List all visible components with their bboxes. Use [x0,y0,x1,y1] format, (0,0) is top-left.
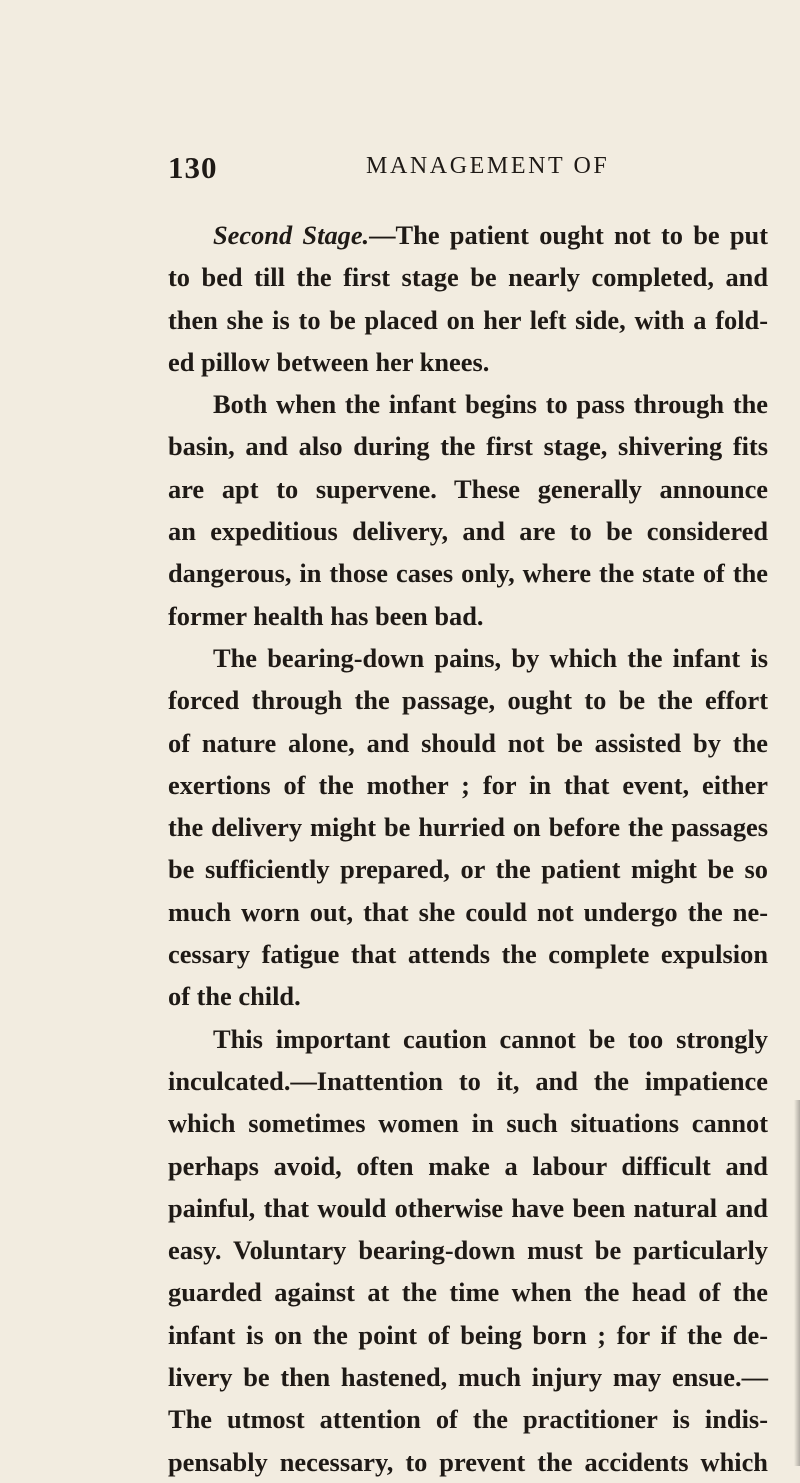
body-text [168,214,768,1483]
text-line: pensably necessary, to prevent the accidents which [168,1446,768,1477]
text-line: be sufficiently prepared, or the patient might be so [168,854,768,885]
text-line: dangerous, in those cases only, where the state of the [168,558,768,589]
text-line: former health has been bad. [168,600,484,631]
text-line: exertions of the mother ; for in that event, either [168,769,768,800]
section-heading: Second Stage. [213,220,370,250]
text-line [168,214,768,256]
text-line: which sometimes women in such situations cannot [168,1108,768,1139]
text-line: an expeditious delivery, and are to be considered [168,516,768,547]
text-line: are apt to supervene. These generally announce [168,473,768,504]
text-line: then she is to be placed on her left side, with a fold- [168,304,768,335]
text-line: Both when the infant begins to pass through the [213,389,768,420]
text-line: of the child. [168,981,301,1012]
text-line: ed pillow between her knees. [168,346,490,377]
text-fragment: —The patient ought not to be put [369,220,768,250]
text-line: painful, that would otherwise have been natural and [168,1192,768,1223]
text-line: to bed till the first stage be nearly completed, and [168,262,768,293]
text-line: This important caution cannot be too strongly [213,1023,768,1054]
text-line: basin, and also during the first stage, shivering fits [168,431,768,462]
text-line: the delivery might be hurried on before the passages [168,812,768,843]
text-line: inculcated.—Inattention to it, and the impatience [168,1065,768,1096]
text-line: of nature alone, and should not be assisted by the [168,727,768,758]
page-edge-shadow [794,1100,800,1466]
text-line: easy. Voluntary bearing-down must be particularly [168,1235,768,1266]
page-number: 130 [168,150,218,185]
running-title: MANAGEMENT OF [366,153,610,179]
text-line: much worn out, that she could not undergo the ne- [168,896,768,927]
running-head [168,150,768,190]
text-line: forced through the passage, ought to be the effort [168,685,768,716]
text-line: guarded against at the time when the head of the [168,1277,768,1308]
text-line: The bearing-down pains, by which the infant is [213,642,768,673]
text-line: livery be then hastened, much injury may ensue.— [168,1362,768,1393]
text-line: perhaps avoid, often make a labour difficult and [168,1150,768,1181]
text-line: cessary fatigue that attends the complete expulsion [168,939,768,970]
text-line: infant is on the point of being born ; for if the de- [168,1319,768,1350]
text-line: The utmost attention of the practitioner is indis- [168,1404,768,1435]
